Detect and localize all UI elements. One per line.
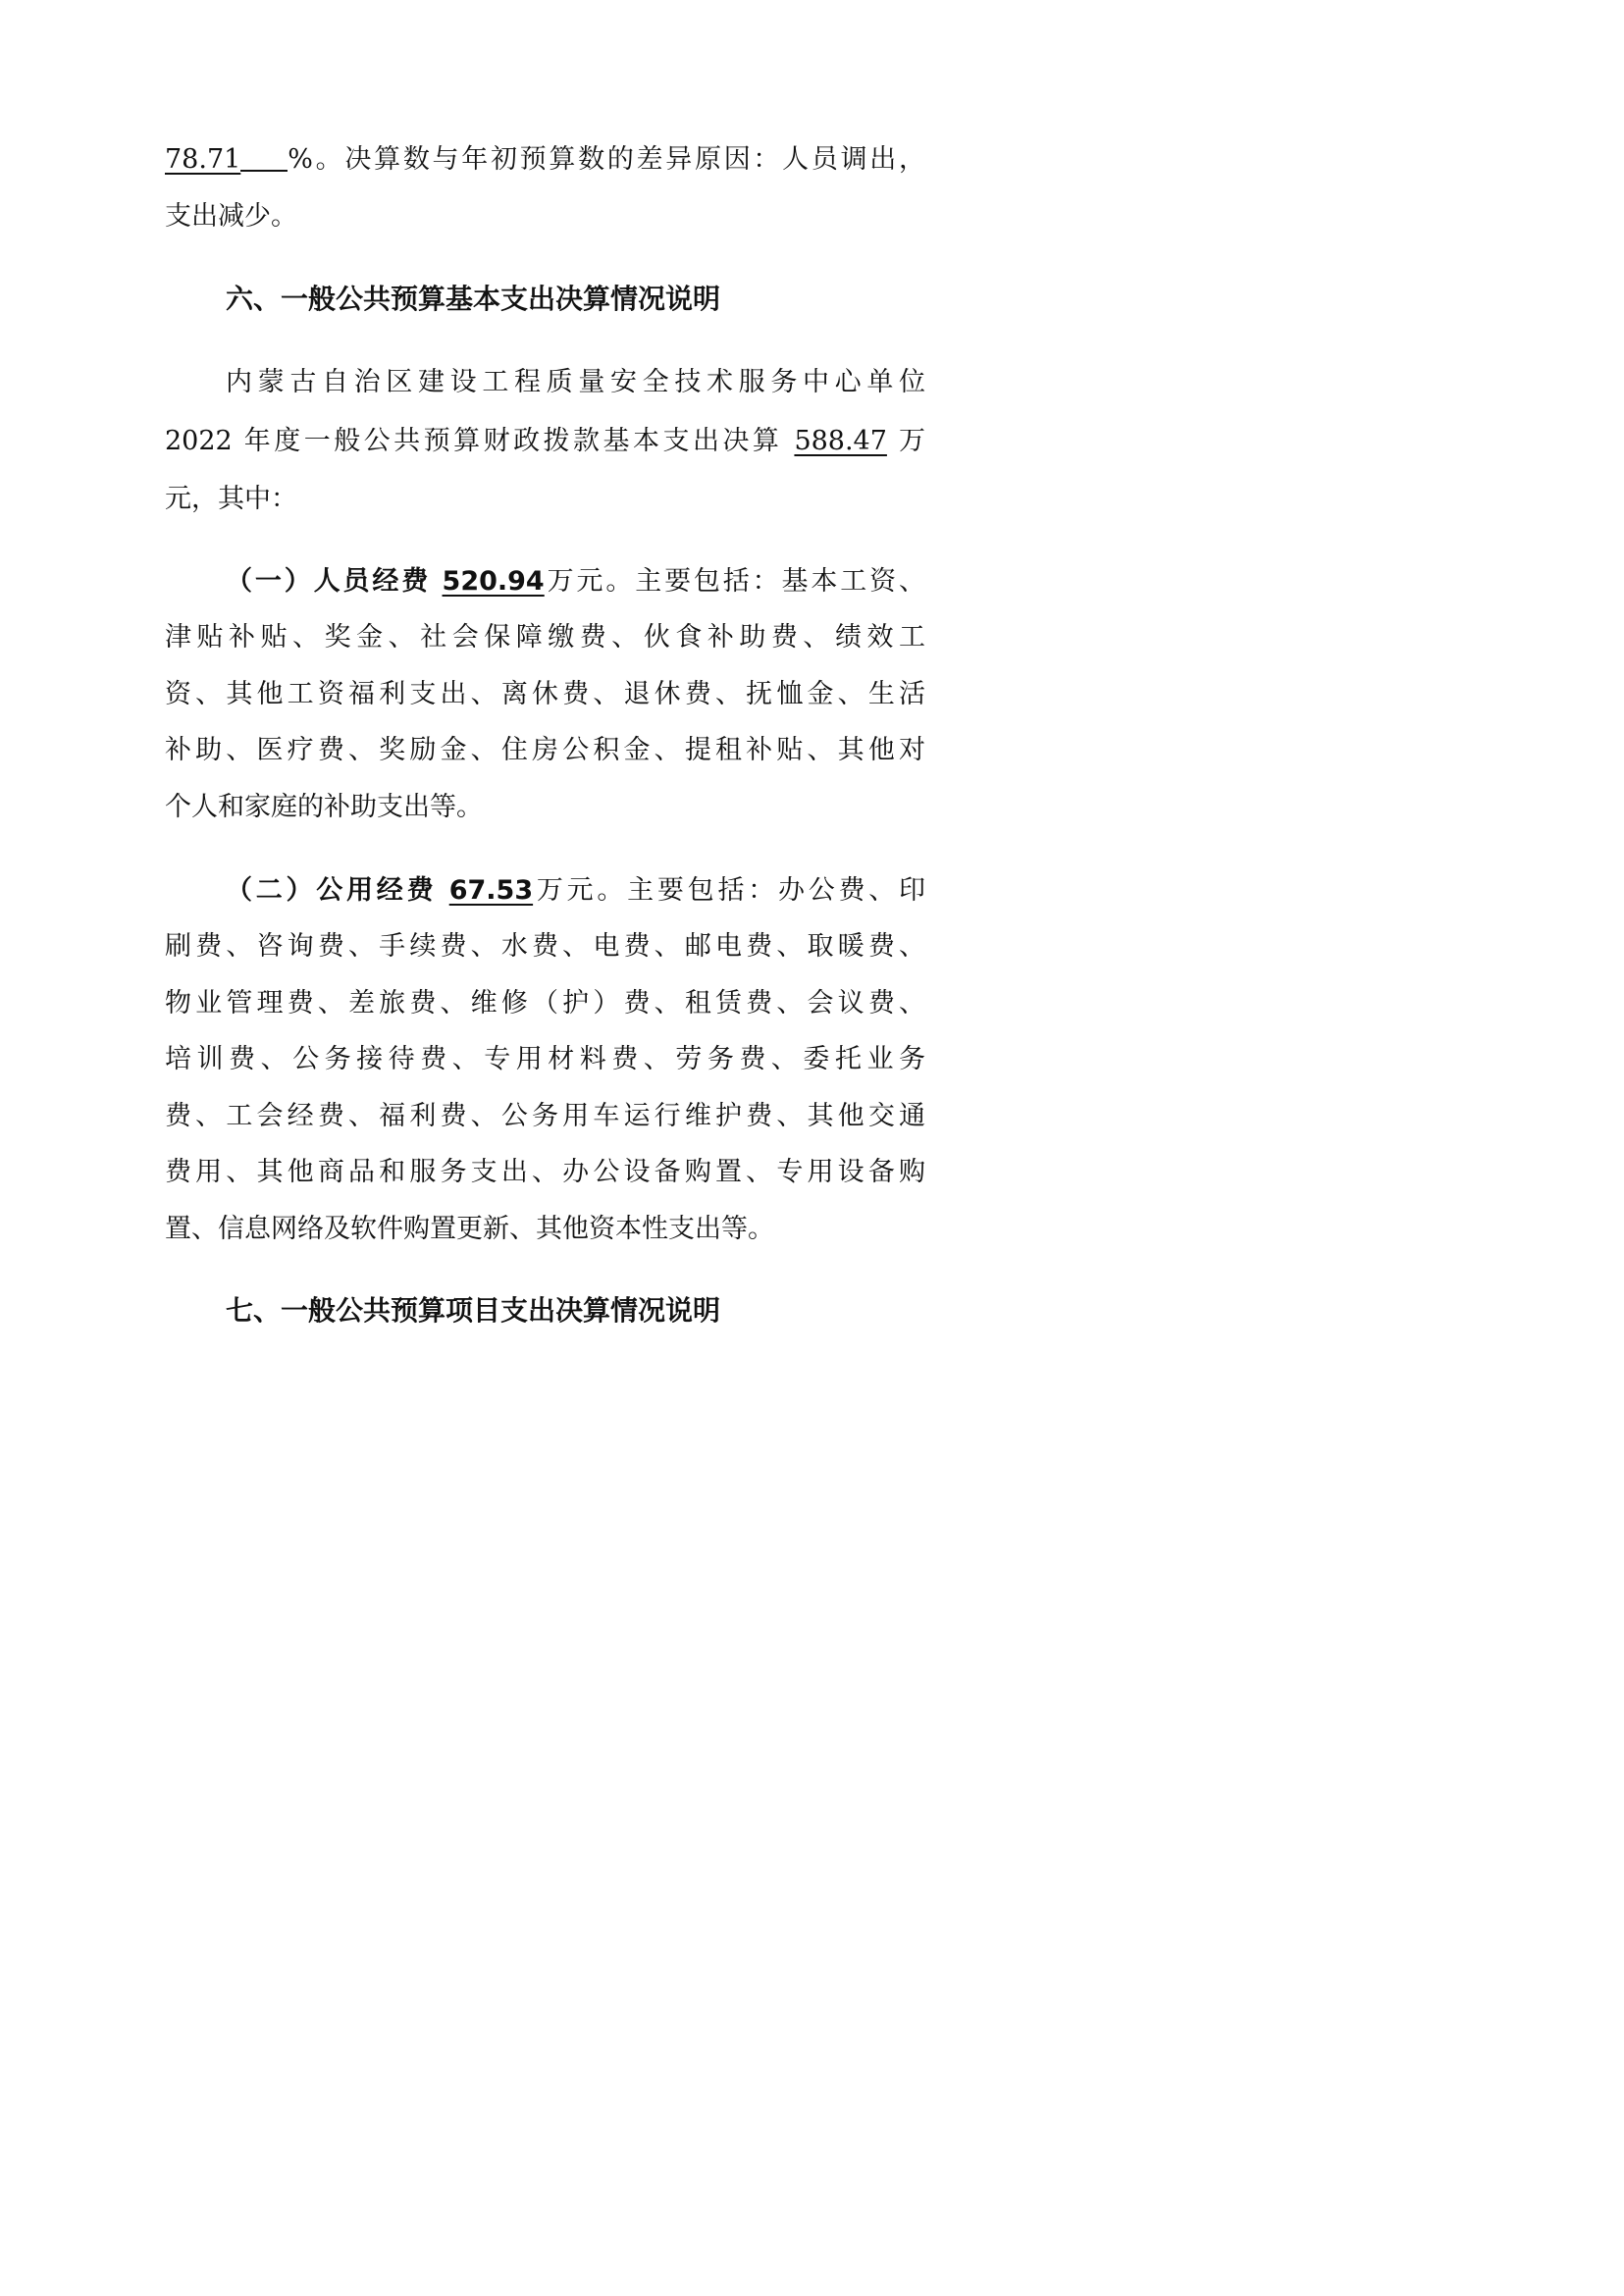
paragraph-continuation-line-1 <box>165 140 925 180</box>
section-6-heading: 六、一般公共预算基本支出决算情况说明 <box>226 283 721 315</box>
intro-line-1: 内蒙古自治区建设工程质量安全技术服务中心单位 <box>226 367 925 397</box>
section-7-heading: 七、一般公共预算项目支出决算情况说明 <box>226 1294 721 1327</box>
public-expenses-line-3: 物业管理费、差旅费、维修（护）费、租赁费、会议费、 <box>165 988 925 1018</box>
public-expenses-line-5: 费、工会经费、福利费、公务用车运行维护费、其他交通 <box>165 1101 925 1131</box>
personnel-expenses-desc: 万元。主要包括：基本工资、 <box>544 566 925 597</box>
basic-expenditure-total: 588.47 <box>794 426 887 456</box>
public-expenses-line-7: 置、信息网络及软件购置更新、其他资本性支出等。 <box>165 1214 774 1244</box>
public-expenses-line-6: 费用、其他商品和服务支出、办公设备购置、专用设备购 <box>165 1157 925 1187</box>
percent-value: 78.71 <box>165 144 241 175</box>
intro-line-3: 元，其中： <box>165 484 297 514</box>
public-expenses-line-1 <box>226 871 925 911</box>
paragraph-continuation-line-2: 支出减少。 <box>165 201 297 232</box>
personnel-expenses-line-2: 津贴补贴、奖金、社会保障缴费、伙食补助费、绩效工 <box>165 622 925 652</box>
intro-line-2 <box>165 422 925 461</box>
personnel-expenses-line-4: 补助、医疗费、奖励金、住房公积金、提租补贴、其他对 <box>165 735 925 765</box>
document-page <box>0 0 1079 1526</box>
continuation-text: %。决算数与年初预算数的差异原因：人员调出， <box>288 144 925 175</box>
public-expenses-amount: 67.53 <box>448 875 534 906</box>
public-expenses-label: （二）公用经费 <box>226 875 438 906</box>
public-expenses-desc: 万元。主要包括：办公费、印 <box>533 875 925 906</box>
public-expenses-line-2: 刷费、咨询费、手续费、水费、电费、邮电费、取暖费、 <box>165 931 925 962</box>
underline-blank <box>240 140 288 172</box>
personnel-expenses-line-3: 资、其他工资福利支出、离休费、退休费、抚恤金、生活 <box>165 679 925 709</box>
personnel-expenses-line-1 <box>226 562 925 601</box>
personnel-expenses-label: （一）人员经费 <box>226 566 432 597</box>
public-expenses-line-4: 培训费、公务接待费、专用材料费、劳务费、委托业务 <box>165 1044 925 1074</box>
intro-year-text: 2022 年度一般公共预算财政拨款基本支出决算 <box>165 426 795 456</box>
intro-unit: 万 <box>886 426 925 456</box>
personnel-expenses-line-5: 个人和家庭的补助支出等。 <box>165 792 483 822</box>
personnel-expenses-amount: 520.94 <box>442 566 545 597</box>
